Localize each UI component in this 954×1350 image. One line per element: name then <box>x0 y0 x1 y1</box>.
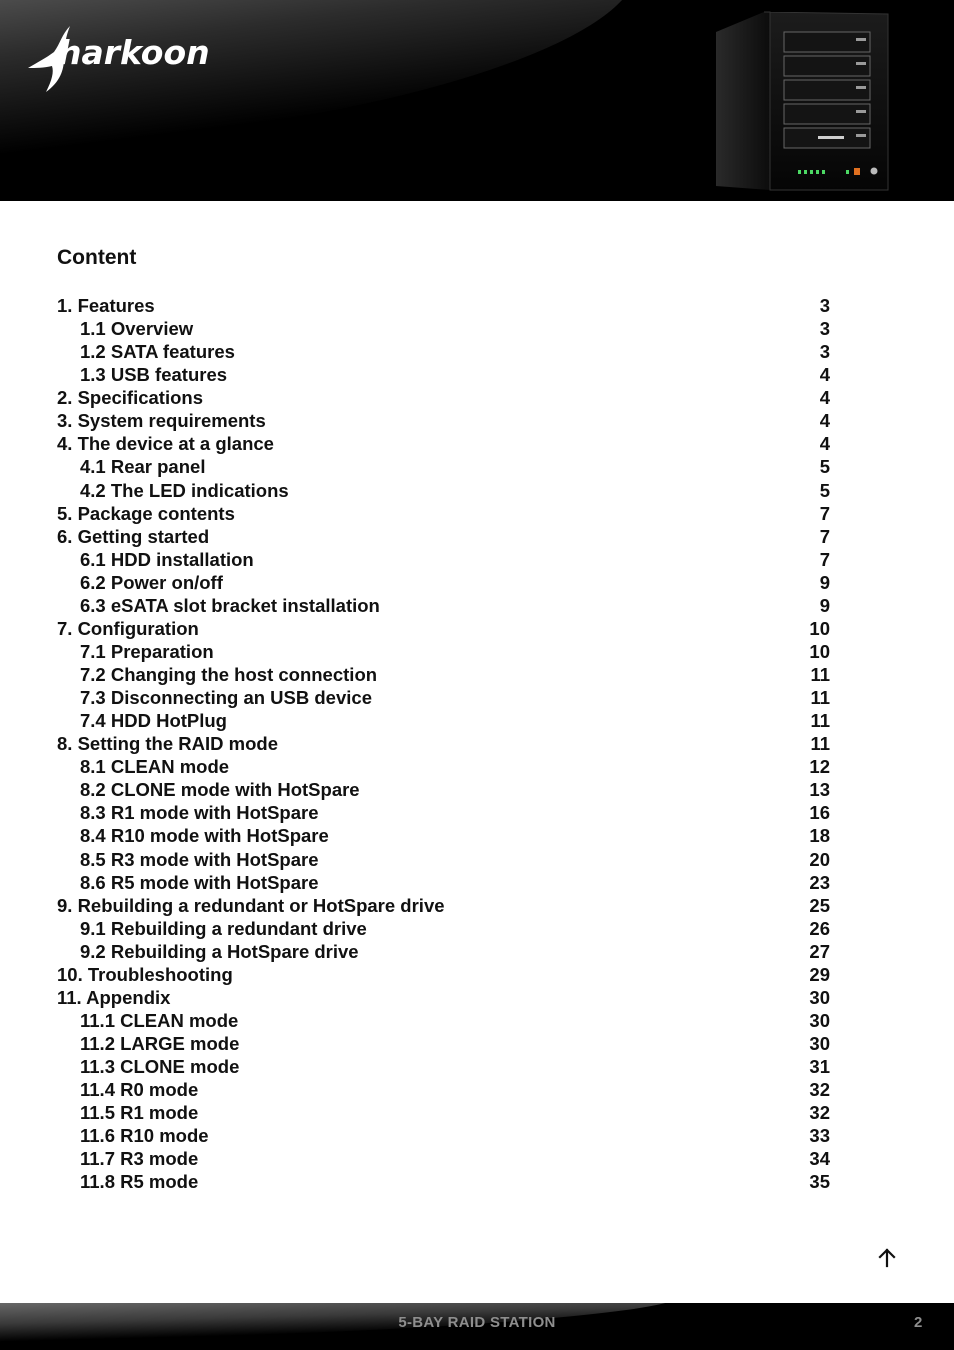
toc-entry[interactable] <box>57 894 830 917</box>
toc-entry-label: 8.4 R10 mode with HotSpare <box>80 825 329 847</box>
toc-entry-page: 27 <box>809 940 830 962</box>
toc-entry-page: 23 <box>809 871 830 893</box>
toc-entry[interactable] <box>57 1055 830 1078</box>
toc-entry-page: 5 <box>819 479 830 501</box>
toc-entry[interactable] <box>57 525 830 548</box>
toc-entry-page: 9 <box>819 594 830 616</box>
toc-entry-page: 5 <box>819 456 830 478</box>
table-of-contents <box>57 294 830 1193</box>
toc-entry[interactable] <box>57 755 830 778</box>
footer-title: 5-BAY RAID STATION <box>398 1314 556 1331</box>
toc-entry-page: 7 <box>819 525 830 547</box>
toc-entry-page: 4 <box>819 433 830 455</box>
toc-entry[interactable] <box>57 1009 830 1032</box>
toc-entry[interactable] <box>57 340 830 363</box>
toc-entry-page: 11 <box>810 687 830 709</box>
toc-entry-page: 9 <box>819 571 830 593</box>
toc-entry-label: 7.4 HDD HotPlug <box>80 710 227 732</box>
toc-entry[interactable] <box>57 801 830 824</box>
toc-entry-label: 7.1 Preparation <box>80 640 214 662</box>
toc-entry-label: 11.8 R5 mode <box>80 1171 199 1193</box>
toc-entry[interactable] <box>57 1078 830 1101</box>
toc-entry[interactable] <box>57 1101 830 1124</box>
toc-entry-label: 7. Configuration <box>57 617 199 639</box>
toc-entry-page: 20 <box>809 848 830 870</box>
toc-entry-page: 10 <box>809 640 830 662</box>
toc-entry-page: 11 <box>810 664 830 685</box>
toc-entry-label: 6. Getting started <box>57 525 210 547</box>
toc-entry-label: 9.1 Rebuilding a redundant drive <box>80 917 367 939</box>
toc-entry-label: 11.1 CLEAN mode <box>80 1009 239 1031</box>
toc-entry[interactable] <box>57 571 830 594</box>
toc-entry-label: 9. Rebuilding a redundant or HotSpare drive <box>57 894 445 916</box>
toc-entry-page: 16 <box>809 802 830 824</box>
toc-entry[interactable] <box>57 363 830 386</box>
toc-entry[interactable] <box>57 940 830 963</box>
toc-entry-page: 25 <box>809 894 830 916</box>
toc-entry-page: 18 <box>809 825 830 847</box>
toc-entry-page: 7 <box>819 502 830 524</box>
toc-entry-label: 6.2 Power on/off <box>80 571 223 593</box>
toc-entry-page: 3 <box>819 295 830 316</box>
toc-entry[interactable] <box>57 871 830 894</box>
page-number: 2 <box>914 1314 923 1331</box>
toc-entry-page: 34 <box>809 1148 830 1170</box>
toc-entry-page: 4 <box>819 364 830 386</box>
toc-entry-label: 8. Setting the RAID mode <box>57 733 278 755</box>
toc-entry[interactable] <box>57 824 830 847</box>
toc-entry[interactable] <box>57 848 830 871</box>
toc-entry-page: 30 <box>809 986 830 1008</box>
toc-entry-label: 5. Package contents <box>57 502 235 524</box>
toc-entry[interactable] <box>57 386 830 409</box>
toc-entry[interactable] <box>57 1032 830 1055</box>
toc-entry-label: 11. Appendix <box>57 986 171 1008</box>
toc-entry-label: 3. System requirements <box>57 410 266 432</box>
toc-entry-page: 10 <box>809 617 830 639</box>
toc-entry[interactable] <box>57 1170 830 1193</box>
toc-entry-page: 32 <box>809 1079 830 1101</box>
toc-entry[interactable] <box>57 963 830 986</box>
toc-entry-label: 11.3 CLONE mode <box>80 1056 240 1078</box>
toc-entry-label: 11.5 R1 mode <box>80 1102 199 1124</box>
toc-entry-page: 32 <box>809 1102 830 1124</box>
toc-entry[interactable] <box>57 986 830 1009</box>
toc-entry[interactable] <box>57 1147 830 1170</box>
toc-entry-label: 1.3 USB features <box>80 364 228 386</box>
toc-entry[interactable] <box>57 732 830 755</box>
toc-entry-page: 11 <box>810 710 830 732</box>
toc-entry[interactable] <box>57 1124 830 1147</box>
toc-entry-page: 3 <box>819 318 830 340</box>
toc-entry[interactable] <box>57 317 830 340</box>
toc-entry-label: 10. Troubleshooting <box>57 963 233 985</box>
toc-entry-page: 13 <box>809 779 830 801</box>
toc-entry-label: 11.4 R0 mode <box>80 1079 199 1101</box>
toc-entry-page: 3 <box>819 341 830 363</box>
toc-entry-page: 30 <box>809 1009 830 1031</box>
page-header <box>0 0 954 201</box>
toc-entry-label: 4. The device at a glance <box>57 433 274 455</box>
toc-entry[interactable] <box>57 640 830 663</box>
toc-entry-page: 26 <box>809 917 830 939</box>
toc-entry-label: 11.2 LARGE mode <box>80 1033 240 1054</box>
toc-entry-label: 1.1 Overview <box>80 318 194 340</box>
toc-entry-label: 4.2 The LED indications <box>80 479 289 501</box>
toc-entry-page: 4 <box>819 410 830 432</box>
page-title: Content <box>57 246 137 269</box>
toc-entry-label: 1. Features <box>57 295 155 316</box>
toc-entry[interactable] <box>57 709 830 732</box>
toc-entry[interactable] <box>57 548 830 571</box>
toc-entry-page: 7 <box>819 548 830 570</box>
toc-entry-label: 8.2 CLONE mode with HotSpare <box>80 779 360 801</box>
toc-entry-label: 2. Specifications <box>57 387 203 409</box>
toc-entry-label: 1.2 SATA features <box>80 341 235 363</box>
toc-entry-label: 6.1 HDD installation <box>80 548 254 570</box>
toc-entry-label: 8.1 CLEAN mode <box>80 756 230 778</box>
raid-enclosure-image <box>706 10 892 194</box>
toc-entry-label: 7.3 Disconnecting an USB device <box>80 687 372 709</box>
toc-entry-label: 11.7 R3 mode <box>80 1148 199 1170</box>
toc-entry[interactable] <box>57 432 830 455</box>
toc-entry-label: 8.3 R1 mode with HotSpare <box>80 802 319 824</box>
toc-entry[interactable] <box>57 686 830 709</box>
toc-entry-label: 11.6 R10 mode <box>80 1125 209 1147</box>
toc-entry[interactable] <box>57 617 830 640</box>
toc-entry[interactable] <box>57 778 830 801</box>
toc-entry-page: 33 <box>809 1125 830 1147</box>
toc-entry-label: 7.2 Changing the host connection <box>80 664 378 685</box>
toc-entry-label: 4.1 Rear panel <box>80 456 206 478</box>
toc-entry-page: 12 <box>809 756 830 778</box>
toc-entry-page: 11 <box>810 733 830 755</box>
toc-entry-label: 8.6 R5 mode with HotSpare <box>80 871 319 893</box>
toc-entry[interactable] <box>57 294 830 317</box>
brand-wordmark: harkoon <box>58 33 210 72</box>
toc-entry[interactable] <box>57 594 830 617</box>
toc-entry[interactable] <box>57 455 830 478</box>
toc-entry-page: 30 <box>809 1033 830 1054</box>
toc-entry[interactable] <box>57 917 830 940</box>
toc-entry[interactable] <box>57 479 830 502</box>
toc-entry[interactable] <box>57 502 830 525</box>
toc-entry-label: 8.5 R3 mode with HotSpare <box>80 848 319 870</box>
toc-entry-label: 9.2 Rebuilding a HotSpare drive <box>80 940 359 962</box>
toc-entry-page: 29 <box>809 963 830 985</box>
toc-entry-page: 31 <box>809 1056 830 1078</box>
toc-entry-page: 4 <box>819 387 830 409</box>
arrow-up-icon[interactable] <box>876 1247 898 1269</box>
toc-entry-page: 35 <box>809 1171 830 1193</box>
toc-entry[interactable] <box>57 663 830 686</box>
toc-entry[interactable] <box>57 409 830 432</box>
toc-entry-label: 6.3 eSATA slot bracket installation <box>80 594 380 616</box>
